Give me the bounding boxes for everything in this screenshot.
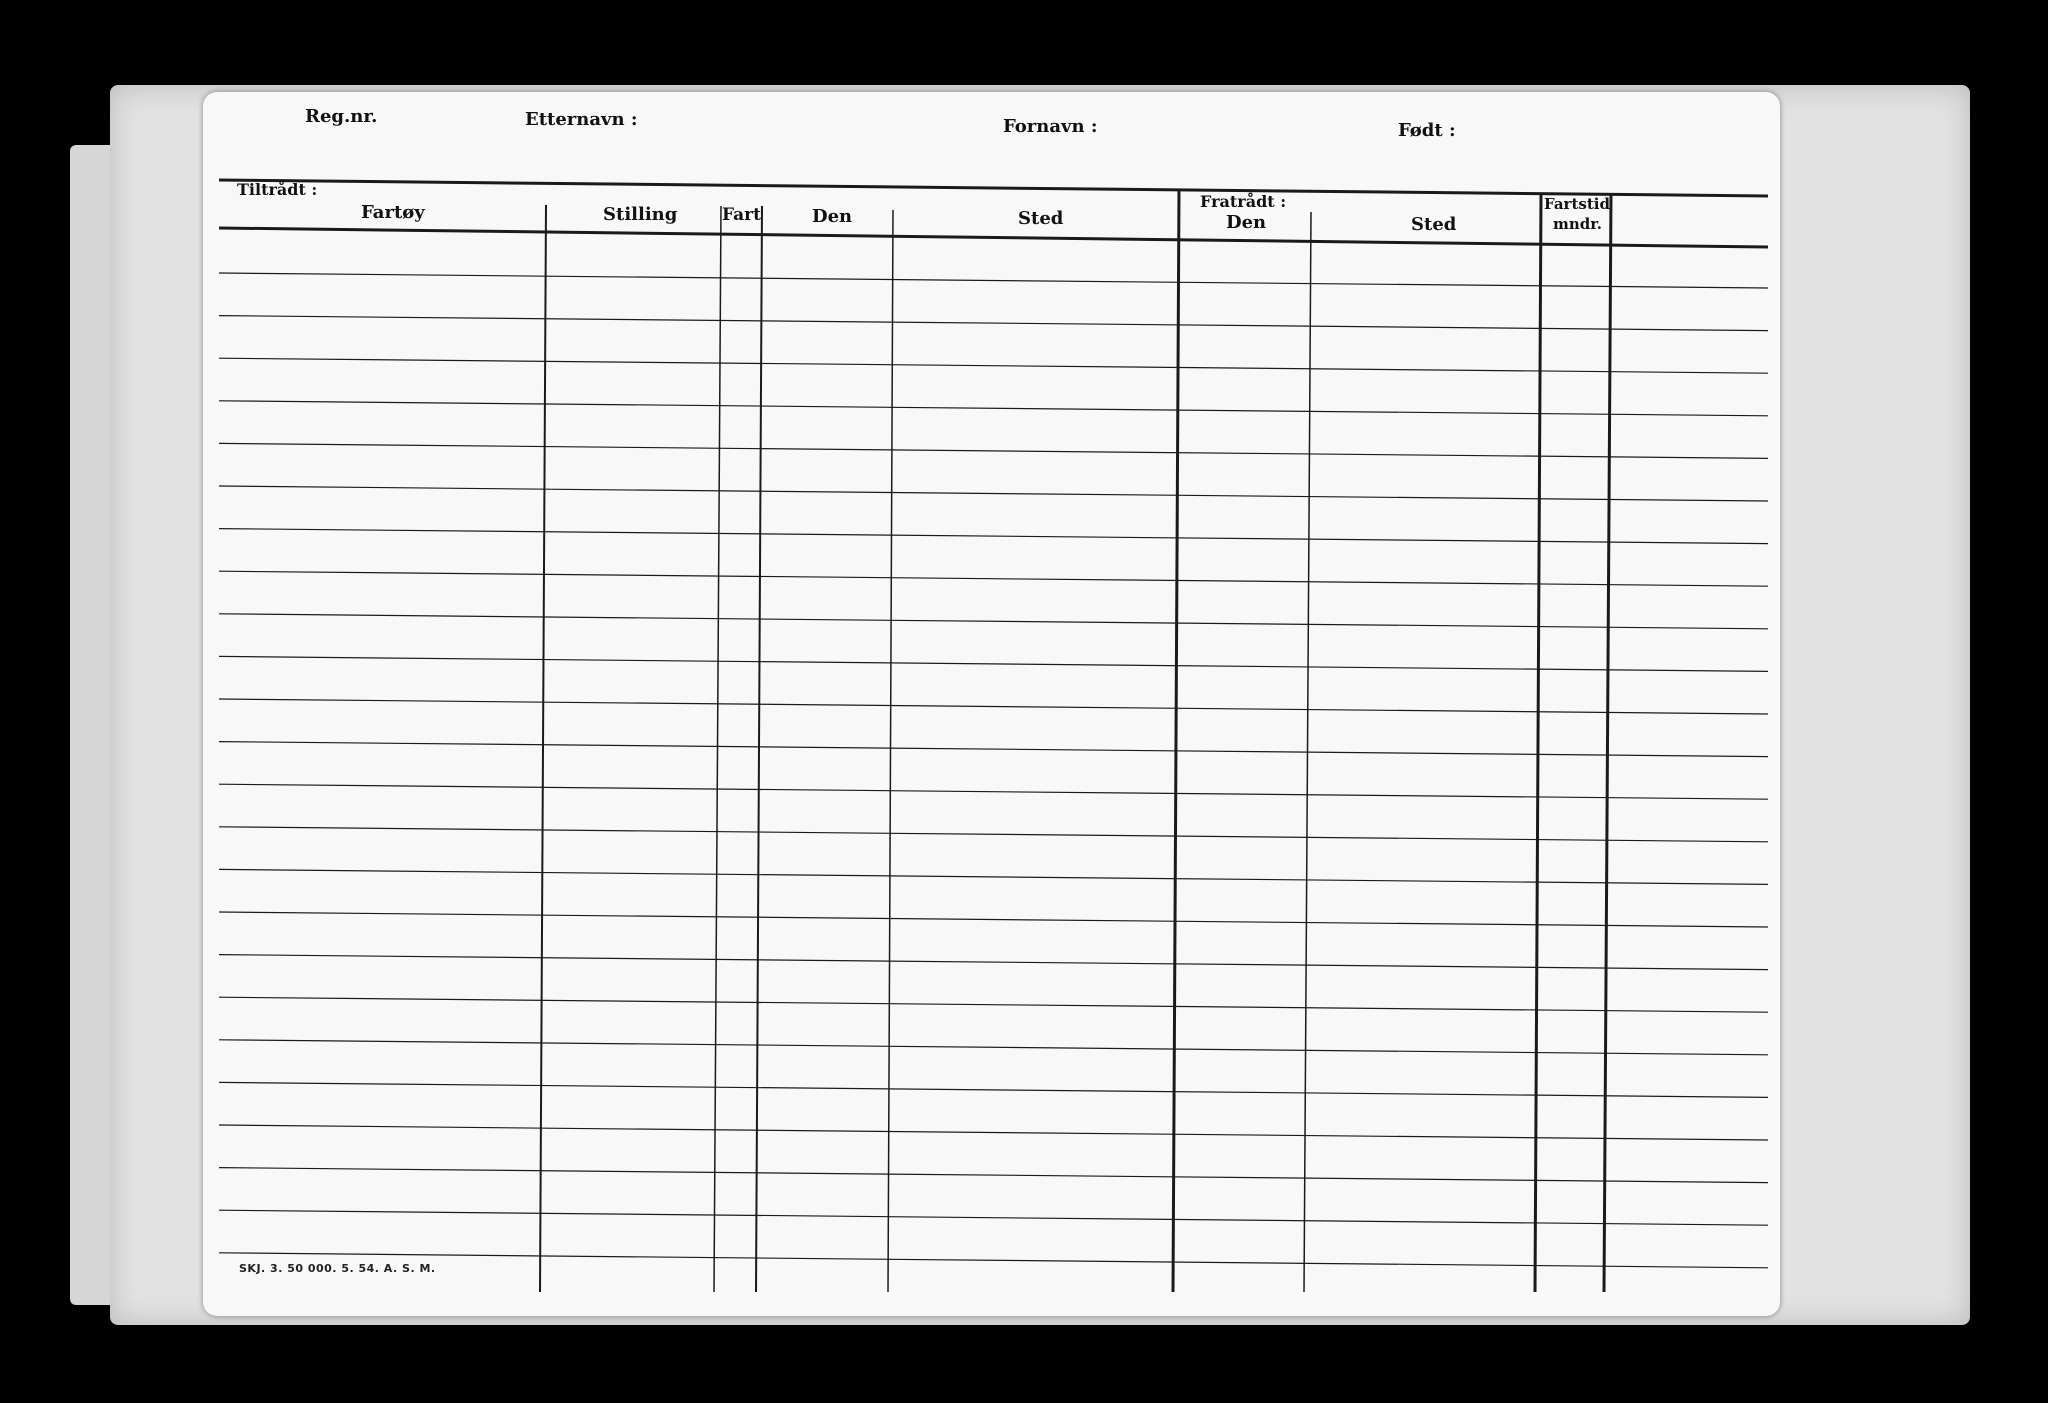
fartoy-header: Fartøy: [361, 202, 425, 223]
fornavn-label: Fornavn :: [1003, 116, 1098, 137]
table-row-line: [219, 614, 1768, 629]
fartstid-header: Fartstid: [1544, 195, 1610, 213]
fratradt-label: Fratrådt :: [1200, 192, 1287, 211]
column-rule-2: [714, 206, 721, 1292]
column-rule-5: [1173, 190, 1179, 1292]
header-top-rule: [219, 180, 1768, 196]
column-rule-7: [1535, 194, 1541, 1292]
column-rule-8: [1604, 194, 1611, 1292]
table-row-line: [219, 827, 1768, 842]
table-row-line: [219, 869, 1768, 884]
etternavn-label: Etternavn :: [525, 109, 638, 130]
form-print-code: SKJ. 3. 50 000. 5. 54. A. S. M.: [239, 1262, 436, 1275]
sted-header-fratradt: Sted: [1411, 214, 1457, 235]
table-row-line: [219, 316, 1768, 331]
den-header-tiltradt: Den: [812, 206, 853, 227]
table-row-line: [219, 571, 1768, 586]
table-ruling: [203, 92, 1780, 1316]
record-card: [203, 92, 1780, 1316]
stilling-header: Stilling: [603, 204, 678, 225]
tiltradt-label: Tiltrådt :: [237, 180, 318, 199]
mndr-header: mndr.: [1553, 215, 1603, 233]
table-row-line: [219, 273, 1768, 288]
header-bottom-rule: [219, 228, 1768, 247]
table-row-line: [219, 358, 1768, 373]
fodt-label: Født :: [1398, 120, 1456, 141]
sted-header-tiltradt: Sted: [1018, 208, 1064, 229]
table-row-line: [219, 443, 1768, 458]
table-row-line: [219, 784, 1768, 799]
table-row-line: [219, 529, 1768, 544]
table-row-line: [219, 401, 1768, 416]
table-row-line: [219, 742, 1768, 757]
column-rule-1: [540, 205, 546, 1292]
table-row-line: [219, 656, 1768, 671]
column-rule-3: [756, 206, 762, 1292]
table-row-line: [219, 699, 1768, 714]
fart-header: Fart: [722, 205, 761, 225]
den-header-fratradt: Den: [1226, 212, 1267, 233]
table-row-line: [219, 486, 1768, 501]
reg-nr-label: Reg.nr.: [305, 106, 378, 127]
column-rule-4: [888, 210, 893, 1292]
